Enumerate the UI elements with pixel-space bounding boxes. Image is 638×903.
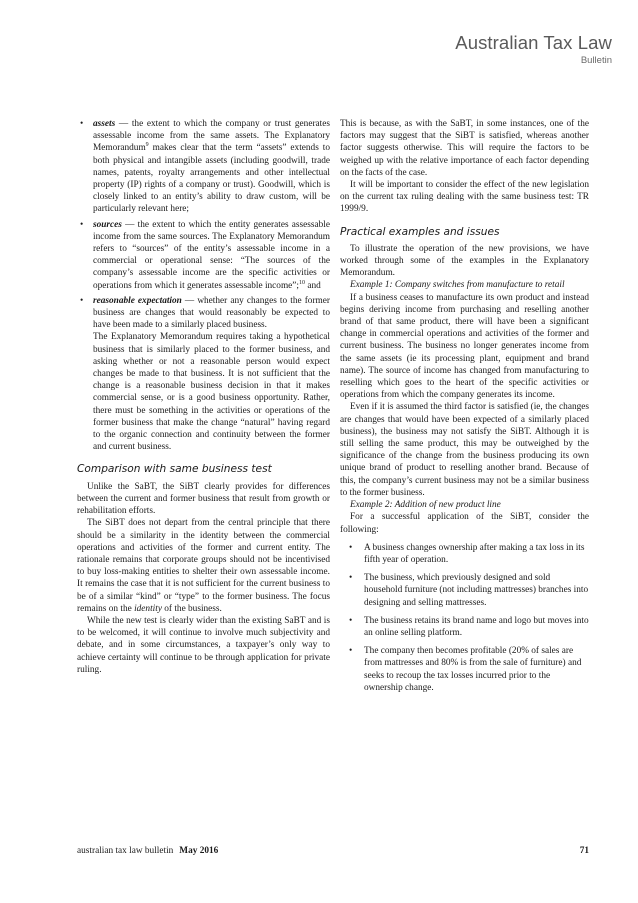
list-item-text: The business, which previously designed and sold household furniture (not including mattresses) branches into designing and selling mattresses. [364, 573, 589, 608]
list-item-text: The business retains its brand name and logo but moves into an online selling platform. [364, 615, 589, 638]
section-heading: Practical examples and issues [340, 225, 500, 238]
list-item-text: — the extent to which the company or trust generates assessable income from the same assets. The Explanatory Memorandum [93, 119, 330, 154]
logo-subtitle: Bulletin [580, 55, 612, 66]
list-item [340, 572, 589, 609]
list-item-text: — the extent to which the entity generates assessable income from the same sources. The Explanatory Memorandum refers to “sources” of the entity’s assessable income in a commercial or operational sense: “The sources of the company’s assessable income are the specific activities or operations from which it generates assessable income”; [93, 219, 330, 291]
example-heading: Example 2: Addition of new product line [350, 500, 501, 511]
paragraph: Unlike the SaBT, the SiBT clearly provides for differences between the current and former business that result from growth or rehabilitation efforts. [77, 481, 330, 517]
bullet-icon: • [80, 219, 84, 230]
list-item-text: makes clear that the term “assets” extends to both physical and intangible assets (including goodwill, trade names, patents, royalty arrangements and other intellectual property (IP) rights of a company or trust). Goodwill, which is closely linked to an entity’s ability to draw custom, will be particularly relevant here; [93, 143, 330, 215]
footnote-ref: 9 [145, 142, 149, 149]
term: reasonable expectation [93, 295, 182, 306]
bullet-icon: • [80, 295, 84, 306]
list-item-text: — whether any changes to the former business are changes that would reasonably be expected to have been made to a similarly placed business. [93, 295, 330, 331]
paragraph: If a business ceases to manufacture its own product and instead begins deriving income from purchasing and reselling another brand of that same product, there will have been a significant change in commercial operations and activities of the former and current business. The business no longer generates income from the same assets (ie its processing plant, equipment and brand name). The source of income has changed from manufacturing to reselling which goes to the heart of the specific activities or operations from which the company generates its income. [340, 292, 589, 401]
bullet-icon: • [349, 542, 353, 553]
paragraph: To illustrate the operation of the new provisions, we have worked through some of the examples in the Explanatory Memorandum. [340, 243, 589, 279]
logo-title: Australian Tax Law [455, 32, 612, 53]
bullet-icon: • [80, 119, 84, 129]
paragraph: This is because, as with the SaBT, in some instances, one of the factors may suggest that the SiBT is satisfied, whereas another factor suggests otherwise. This will require the factors to be weighed up with the relative importance of each factor depending on the facts of the case. [340, 119, 589, 178]
list-item [77, 295, 330, 454]
section-heading: Comparison with same business test [77, 463, 272, 476]
example-heading: Example 1: Company switches from manufacture to retail [350, 280, 565, 291]
term: assets [93, 119, 116, 129]
paragraph [77, 517, 330, 615]
paragraph: For a successful application of the SiBT, consider the following: [340, 512, 589, 535]
issue-date: May 2016 [179, 846, 219, 856]
page-number: 71 [579, 846, 589, 856]
footer-publication [77, 846, 218, 856]
right-column [340, 118, 589, 700]
list-item [77, 219, 330, 292]
term: sources [93, 219, 122, 230]
list-item [77, 118, 330, 216]
bullet-icon: • [349, 615, 353, 626]
list-item-subparagraph: The Explanatory Memorandum requires taking a hypothetical business that is similarly placed to the former business, and asking whether or not a reasonable person would expect changes be made to that business. It is not sufficient that the change is a reasonable business decision in that it makes commercial sense, or is a good business opportunity. Rather, there must be something in the activities or operations of the former business that make the change “natural” having regard to the organic connection and continuity between the former and current business. [93, 332, 330, 453]
criteria-list [77, 118, 330, 453]
paragraph: It will be important to consider the effect of the new legislation on the current tax ruling dealing with the same business test: TR 1999/9. [340, 180, 589, 215]
list-item [340, 645, 589, 694]
paragraph-text: of the business. [161, 603, 222, 614]
left-column [77, 118, 330, 676]
paragraph-text: The SiBT does not depart from the central principle that there should be a similarity in the identity between the commercial operations and activities of the former and current entity. The rationale remains that corporate groups should not be incentivised to buy loss-making entities to shelter their own assessable income. It remains the case that it is not sufficient for the current business to be of a similar “kind” or “type” to the former business. The focus remains on the [77, 518, 330, 614]
paragraph: While the new test is clearly wider than the existing SaBT and is to be welcomed, it will continue to involve much subjectivity and debate, and in some circumstances, a taxpayer’s only way to achieve certainty will continue to be through application for private ruling. [77, 615, 330, 675]
list-item [340, 542, 589, 566]
emphasis: identity [134, 603, 162, 614]
publication-logo [455, 32, 612, 66]
example-list [340, 542, 589, 694]
list-item [340, 615, 589, 639]
list-item-text: A business changes ownership after making a tax loss in its fifth year of operation. [364, 542, 585, 565]
paragraph: Even if it is assumed the third factor is satisfied (ie, the changes are changes that would have been expected of a similarly placed business), the business may not satisfy the SiBT. Although it is still selling the same product, this may be outweighed by the significance of the change from the business producing its own unique brand of product to reselling another brand. Because of this, the company’s current business may not be a similar business to the former business. [340, 402, 589, 498]
list-item-text: and [305, 280, 321, 291]
list-item-text: The company then becomes profitable (20% of sales are from mattresses and 80% is from the sale of furniture) and seeks to recoup the tax losses incurred prior to the ownership change. [364, 646, 582, 693]
bullet-icon: • [349, 646, 353, 657]
footnote-ref: 10 [299, 279, 306, 286]
publication-name: australian tax law bulletin [77, 846, 174, 856]
bullet-icon: • [349, 573, 353, 584]
